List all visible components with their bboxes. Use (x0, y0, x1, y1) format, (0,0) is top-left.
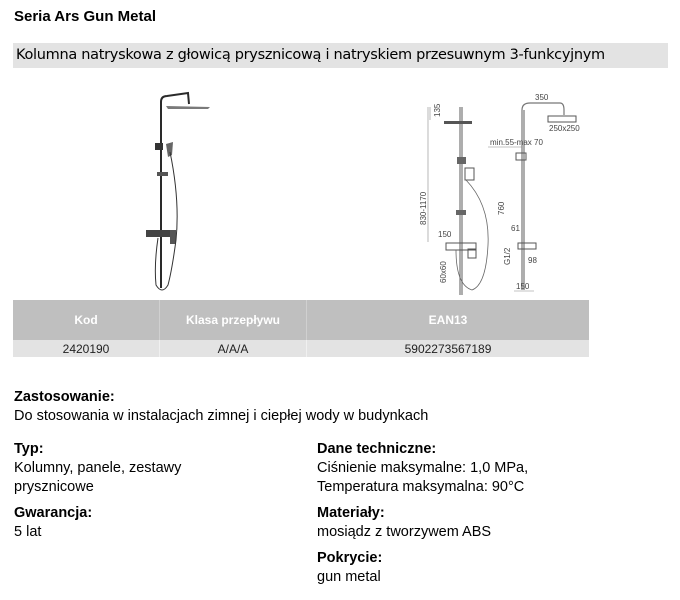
svg-text:61: 61 (511, 224, 520, 233)
svg-text:min.55-max 70: min.55-max 70 (490, 138, 543, 147)
svg-text:150: 150 (516, 282, 530, 291)
text-zastosowanie: Do stosowania w instalacjach zimnej i ciepłej wody w budynkach (14, 408, 429, 424)
text-materialy: mosiądz z tworzywem ABS (317, 524, 492, 540)
section-materialy (317, 504, 491, 542)
section-dane-techniczne (317, 440, 528, 497)
product-photo (100, 80, 220, 300)
col-header-klasa: Klasa przepływu (160, 300, 307, 340)
svg-text:G1/2: G1/2 (503, 247, 512, 265)
section-typ (14, 440, 181, 497)
heading-dane-techniczne: Dane techniczne: (317, 441, 437, 457)
svg-text:830-1170: 830-1170 (419, 191, 428, 225)
text-typ-line1: Kolumny, panele, zestawy (14, 460, 182, 476)
heading-zastosowanie: Zastosowanie: (14, 389, 115, 405)
svg-text:135: 135 (433, 103, 442, 117)
text-typ-line2: prysznicowe (14, 479, 94, 495)
svg-text:60x60: 60x60 (439, 261, 448, 283)
section-zastosowanie (14, 388, 428, 426)
heading-pokrycie: Pokrycie: (317, 550, 383, 566)
svg-text:250x250: 250x250 (549, 124, 580, 133)
cell-ean13: 5902273567189 (307, 340, 590, 357)
heading-materialy: Materiały: (317, 505, 385, 521)
cell-klasa: A/A/A (160, 340, 307, 357)
text-cisnienie: Ciśnienie maksymalne: 1,0 MPa, (317, 460, 529, 476)
table-row (13, 340, 589, 357)
svg-text:98: 98 (528, 256, 537, 265)
svg-text:760: 760 (497, 201, 506, 215)
heading-gwarancja: Gwarancja: (14, 505, 93, 521)
svg-text:150: 150 (438, 230, 452, 239)
section-pokrycie (317, 549, 382, 587)
col-header-kod: Kod (13, 300, 160, 340)
svg-text:350: 350 (535, 93, 549, 102)
technical-drawing (410, 85, 590, 300)
section-gwarancja (14, 504, 92, 542)
text-pokrycie: gun metal (317, 569, 381, 585)
table-header-row (13, 300, 589, 340)
product-description: Kolumna natryskowa z głowicą prysznicową i natryskiem przesuwnym 3-funkcyjnym (13, 43, 668, 68)
text-temperatura: Temperatura maksymalna: 90°C (317, 479, 525, 495)
heading-typ: Typ: (14, 441, 44, 457)
series-title: Seria Ars Gun Metal (14, 8, 156, 25)
cell-kod: 2420190 (13, 340, 160, 357)
product-spec-table (13, 300, 589, 357)
text-gwarancja: 5 lat (14, 524, 42, 540)
col-header-ean13: EAN13 (307, 300, 590, 340)
